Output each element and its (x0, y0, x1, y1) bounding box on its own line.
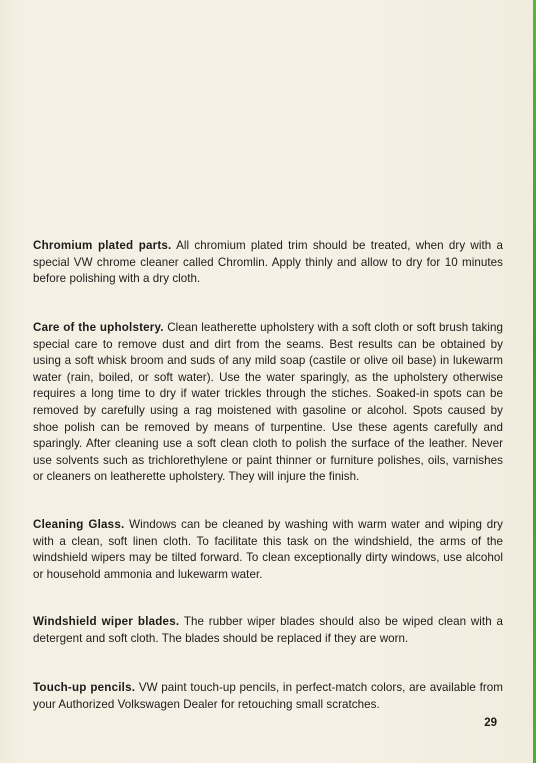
page-number: 29 (484, 717, 497, 729)
section-heading: Touch-up pencils. (33, 681, 136, 694)
section-heading: Windshield wiper blades. (33, 615, 180, 628)
section-heading: Care of the upholstery. (33, 321, 164, 334)
section-body: The rubber wiper blades should also be wiped clean with a detergent and soft cloth. The blades should be replaced if they are worn. (33, 615, 503, 645)
section-heading: Chromium plated parts. (33, 239, 172, 252)
section-touch-up-pencils (33, 680, 503, 713)
section-body: Windows can be cleaned by washing with warm water and wiping dry with a clean, soft linen cloth. To facilitate this task on the windshield, the arms of the windshield wipers may be tilted forward. To clean exceptionally dirty windows, use alcohol or household ammonia and lukewarm water. (33, 518, 503, 581)
section-heading: Cleaning Glass. (33, 518, 125, 531)
section-chromium-plated-parts (33, 238, 503, 288)
section-cleaning-glass (33, 517, 503, 583)
section-care-of-upholstery (33, 320, 503, 486)
section-windshield-wiper-blades (33, 614, 503, 647)
section-body: VW paint touch-up pencils, in perfect-match colors, are available from your Authorized Volkswagen Dealer for retouching small scratches. (33, 681, 503, 711)
section-body: Clean leatherette upholstery with a soft cloth or soft brush taking special care to remove dust and dirt from the seams. Best results can be obtained by using a soft whisk broom and suds of any mild soap (castile or olive oil base) in lukewarm water (rain, boiled, or soft water). Use the water sparingly, as the upholstery otherwise requires a long time to dry if water trickles through the stiches. Soaked-in spots can be removed by carefully using a rag moistened with gasoline or alcohol. Spots caused by shoe polish can be removed by means of turpentine. Use these agents carefully and sparingly. After cleaning use a soft clean cloth to polish the surface of the leather. Never use solvents such as trichlorethylene or paint thinner or furniture polishes, oils, varnishes or cleaners on leatherette upholstery. They will injure the finish. (33, 321, 503, 484)
section-body: All chromium plated trim should be treated, when dry with a special VW chrome cleaner called Chromlin. Apply thinly and allow to dry for 10 minutes before polishing with a dry cloth. (33, 239, 503, 286)
